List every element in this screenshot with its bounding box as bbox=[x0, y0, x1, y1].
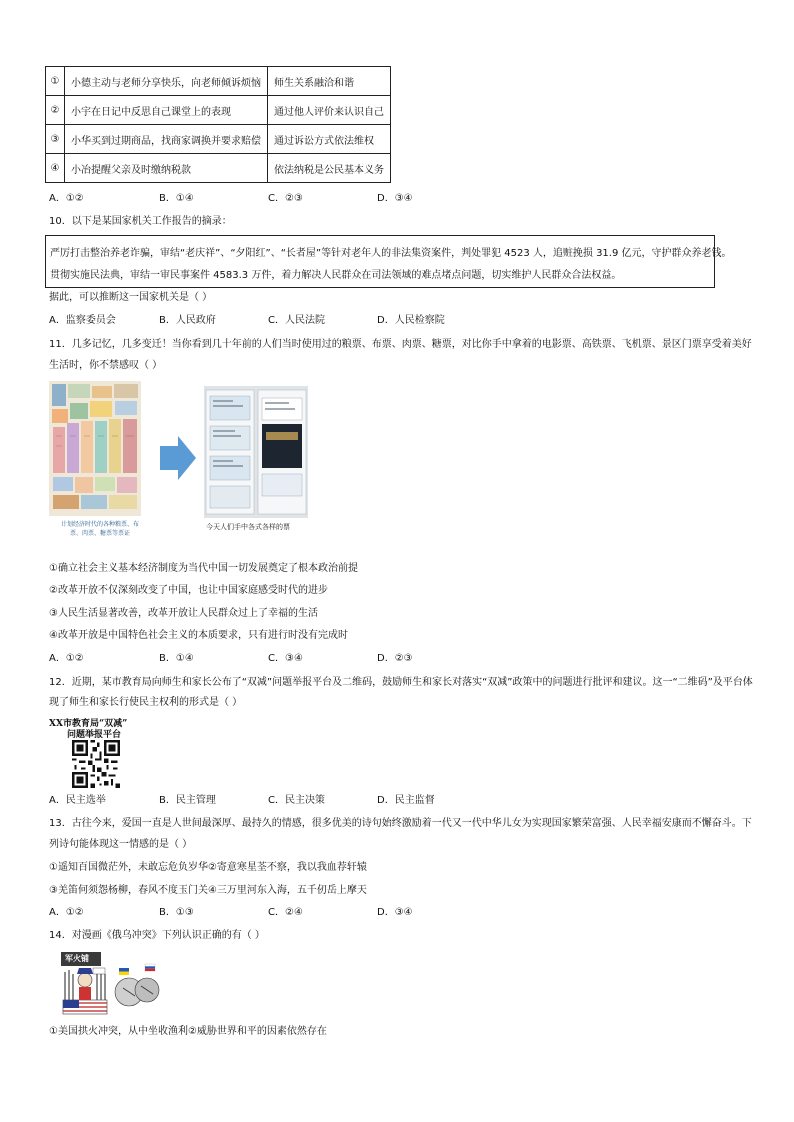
option-c[interactable]: C．②④ bbox=[268, 907, 303, 918]
option-b[interactable]: B．①③ bbox=[159, 907, 194, 918]
table-row bbox=[46, 125, 391, 154]
qr-title-line-1: XX市教育局“双减” bbox=[49, 719, 128, 729]
option-d[interactable]: D．民主监督 bbox=[377, 795, 435, 806]
option-b[interactable]: B．①④ bbox=[159, 193, 194, 204]
q11-stem-line-2: 生活时，你不禁感叹（ ） bbox=[49, 360, 163, 371]
row-case: 小冶提醒父亲及时缴纳税款 bbox=[65, 154, 268, 183]
row-number: ① bbox=[46, 67, 65, 96]
row-case: 小华买到过期商品，找商家调换并要求赔偿 bbox=[65, 125, 268, 154]
q13-poem-line-2: ③羌笛何须怨杨柳，春风不度玉门关④三万里河东入海，五千仞岳上摩天 bbox=[49, 885, 367, 896]
q12-stem-line-1: 12．近期，某市教育局向师生和家长公布了“双减”问题举报平台及二维码，鼓励师生和家长对落实“双减”政策中的问题进行批评和建议。这一“二维码”及平台体 bbox=[49, 677, 753, 688]
q12-stem-line-2: 现了师生和家长行使民主权利的形式是（ ） bbox=[49, 697, 243, 708]
tickets-caption: 今天人们手中各式各样的票 bbox=[206, 523, 290, 531]
option-d[interactable]: D．③④ bbox=[377, 907, 413, 918]
option-c[interactable]: C．③④ bbox=[268, 653, 303, 664]
row-case: 小宇在日记中反思自己课堂上的表现 bbox=[65, 96, 268, 125]
option-a[interactable]: A．民主选举 bbox=[49, 795, 106, 806]
ration-coupons-illustration bbox=[49, 381, 141, 516]
q13-stem-line-1: 13．古往今来，爱国一直是人世间最深厚、最持久的情感，很多优美的诗句始终激励着一代又一代中华儿女为实现国家繁荣富强、人民幸福安康而不懈奋斗。下 bbox=[49, 818, 752, 829]
table-row bbox=[46, 154, 391, 183]
cartoon-sign: 军火铺 bbox=[65, 954, 89, 963]
ration-coupons-image bbox=[49, 381, 141, 516]
q10-excerpt-box bbox=[45, 235, 732, 288]
excerpt-line-2: 贯彻实施民法典，审结一审民事案件 4583.3 万件，着力解决人民群众在司法领域的难点堵点问题，切实维护人民群众合法权益。 bbox=[50, 270, 622, 281]
option-a[interactable]: A．①② bbox=[49, 193, 84, 204]
option-a[interactable]: A．监察委员会 bbox=[49, 315, 116, 326]
option-b[interactable]: B．人民政府 bbox=[159, 315, 216, 326]
excerpt-line-1: 严厉打击整治养老诈骗，审结“老庆祥”、“夕阳红”、“长者屋”等针对老年人的非法集资案件，判处罪犯 4523 人，追赃挽损 31.9 亿元，守护群众养老钱。 bbox=[50, 248, 732, 259]
qr-code-icon[interactable] bbox=[72, 740, 120, 788]
cartoon-image bbox=[53, 950, 165, 1016]
table-row bbox=[46, 67, 391, 96]
option-c[interactable]: C．②③ bbox=[268, 193, 303, 204]
modern-tickets-image bbox=[204, 386, 308, 518]
option-a[interactable]: A．①② bbox=[49, 907, 84, 918]
option-d[interactable]: D．人民检察院 bbox=[377, 315, 445, 326]
option-c[interactable]: C．人民法院 bbox=[268, 315, 325, 326]
row-number: ④ bbox=[46, 154, 65, 183]
option-c[interactable]: C．民主决策 bbox=[268, 795, 325, 806]
q11-statement-3: ③人民生活显著改善，改革开放让人民群众过上了幸福的生活 bbox=[49, 608, 318, 619]
row-number: ③ bbox=[46, 125, 65, 154]
row-point: 通过诉讼方式依法维权 bbox=[268, 125, 391, 154]
qr-title-line-2: 问题举报平台 bbox=[67, 730, 122, 740]
q11-statement-1: ①确立社会主义基本经济制度为当代中国一切发展奠定了根本政治前提 bbox=[49, 563, 358, 574]
option-a[interactable]: A．①② bbox=[49, 653, 84, 664]
row-number: ② bbox=[46, 96, 65, 125]
arrow-right-icon bbox=[160, 436, 196, 480]
option-b[interactable]: B．民主管理 bbox=[159, 795, 216, 806]
q11-statement-2: ②改革开放不仅深刻改变了中国，也让中国家庭感受时代的进步 bbox=[49, 585, 328, 596]
q13-poem-line-1: ①遥知百国微茫外，未敢忘危负岁华②寄意寒星荃不察，我以我血荐轩辕 bbox=[49, 862, 367, 873]
option-d[interactable]: D．③④ bbox=[377, 193, 413, 204]
row-point: 通过他人评价来认识自己 bbox=[268, 96, 391, 125]
table-row bbox=[46, 96, 391, 125]
coupons-caption: 计划经济时代的各种粮票、布票、肉票、糖票等票证 bbox=[60, 521, 139, 537]
q11-stem-line-1: 11．几多记忆，几多变迁！当你看到几十年前的人们当时使用过的粮票、布票、肉票、糖票，对比你手中拿着的电影票、高铁票、飞机票、景区门票享受着美好 bbox=[49, 339, 752, 350]
q14-stem: 14．对漫画《俄乌冲突》下列认识正确的有（ ） bbox=[49, 930, 265, 941]
q11-statement-4: ④改革开放是中国特色社会主义的本质要求，只有进行时没有完成时 bbox=[49, 630, 348, 641]
row-point: 依法纳税是公民基本义务 bbox=[268, 154, 391, 183]
q14-statement: ①美国拱火冲突，从中坐收渔利②威胁世界和平的因素依然存在 bbox=[49, 1026, 327, 1037]
ticket-album-illustration bbox=[204, 386, 308, 518]
q9-table bbox=[45, 66, 391, 183]
q10-question: 据此，可以推断这一国家机关是（ ） bbox=[49, 292, 213, 303]
q10-stem: 10．以下是某国家机关工作报告的摘录： bbox=[49, 216, 232, 227]
option-b[interactable]: B．①④ bbox=[159, 653, 194, 664]
q13-stem-line-2: 列诗句能体现这一情感的是（ ） bbox=[49, 839, 193, 850]
row-case: 小德主动与老师分享快乐，向老师倾诉烦恼 bbox=[65, 67, 268, 96]
row-point: 师生关系融洽和谐 bbox=[268, 67, 391, 96]
option-d[interactable]: D．②③ bbox=[377, 653, 413, 664]
